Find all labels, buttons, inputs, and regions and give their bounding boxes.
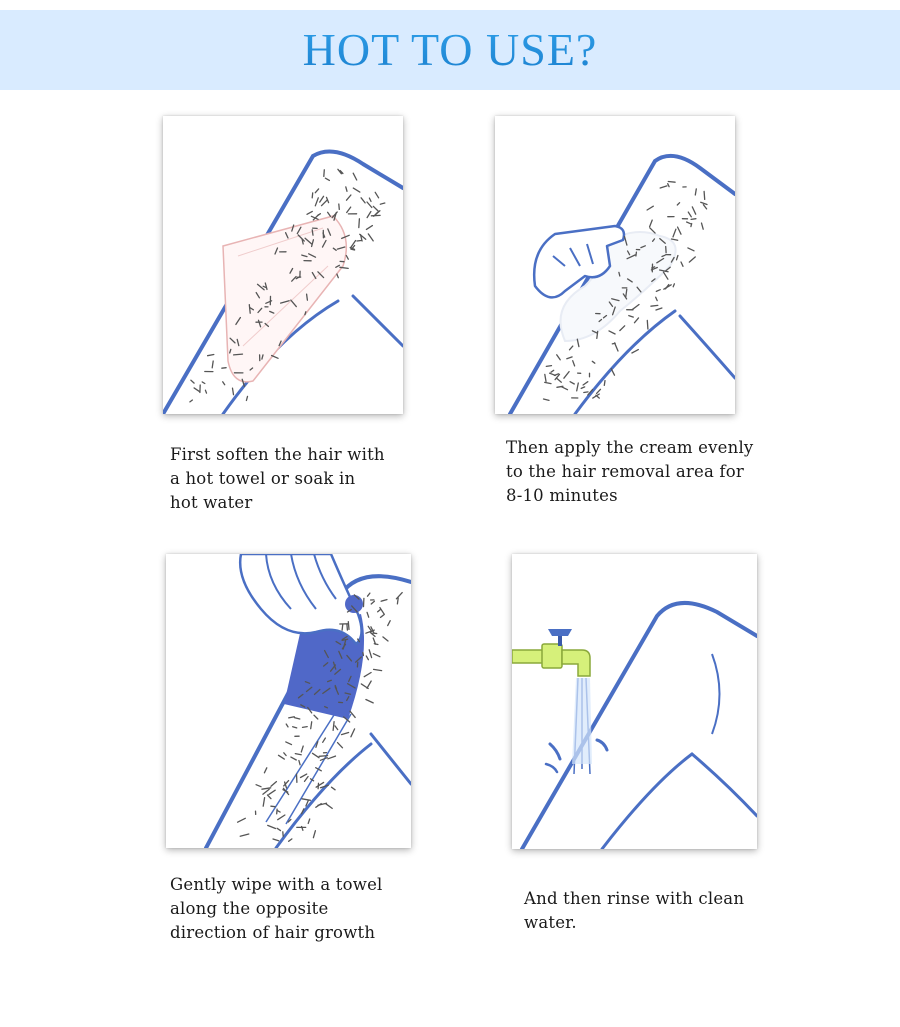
caption-line: to the hair removal area for [506, 462, 744, 481]
step-4-caption [524, 887, 744, 935]
hair-stroke [668, 182, 675, 183]
hair-stroke [604, 381, 605, 386]
hair-stroke [691, 224, 692, 227]
hair-stroke [289, 717, 295, 718]
hair-stroke [363, 653, 364, 656]
hair-stroke [351, 729, 355, 737]
hair-stroke [651, 305, 658, 306]
hair-stroke [346, 256, 348, 260]
hair-stroke [687, 222, 691, 224]
hair-stroke [305, 312, 306, 315]
hair-stroke [581, 387, 585, 389]
hair-stroke [396, 593, 402, 599]
hair-stroke [375, 192, 378, 198]
hair-stroke [233, 388, 234, 395]
hair-stroke [278, 815, 285, 820]
hair-stroke [194, 388, 200, 392]
hair-stroke [557, 355, 561, 360]
hair-stroke [688, 248, 694, 251]
hair-stroke [650, 220, 653, 227]
hair-stroke [263, 798, 264, 807]
hair-stroke [328, 756, 336, 759]
hair-stroke [564, 372, 569, 379]
hair-stroke [246, 396, 247, 400]
hair-stroke [191, 380, 194, 383]
hair-stroke [325, 178, 329, 180]
hair-stroke [315, 189, 318, 193]
hair-stroke [611, 369, 614, 376]
hair-stroke [677, 203, 679, 205]
hair-stroke [305, 777, 309, 782]
hair-stroke [570, 346, 573, 350]
hair-stroke [367, 681, 371, 688]
hair-stroke [701, 202, 707, 204]
hair-stroke [371, 601, 374, 604]
hair-stroke [597, 331, 598, 338]
hair-stroke [234, 354, 243, 355]
hair-stroke [681, 262, 683, 266]
hair-stroke [299, 761, 300, 765]
hair-stroke [301, 746, 303, 752]
hair-stroke [373, 206, 377, 210]
hair-stroke [584, 392, 588, 393]
hair-stroke [388, 621, 391, 626]
hair-stroke [544, 399, 550, 400]
hair-stroke [374, 669, 382, 670]
hair-stroke [367, 612, 369, 617]
hair-stroke [313, 753, 320, 757]
hair-stroke [545, 382, 551, 383]
hair-stroke [238, 818, 246, 822]
hair-stroke [339, 204, 340, 209]
hair-stroke [190, 400, 193, 402]
hair-stroke [366, 700, 373, 703]
hair-stroke [678, 227, 681, 234]
hair-stroke [364, 673, 371, 677]
hair-stroke [301, 774, 307, 777]
hair-stroke [592, 361, 595, 363]
caption-line: along the opposite [170, 899, 329, 918]
hair-stroke [692, 207, 695, 214]
hair-stroke [332, 787, 336, 790]
caption-line: 8-10 minutes [506, 486, 618, 505]
hair-stroke [347, 207, 351, 212]
hair-stroke [268, 795, 272, 799]
caption-line: direction of hair growth [170, 923, 376, 942]
hair-stroke [629, 316, 634, 318]
caption-line: Gently wipe with a towel [170, 875, 383, 894]
hair-stroke [222, 368, 226, 369]
hair-stroke [223, 382, 225, 385]
hair-stroke [319, 756, 327, 757]
hair-stroke [632, 350, 638, 353]
caption-line: Then apply the cream evenly [506, 438, 754, 457]
hair-stroke [286, 742, 292, 745]
hair-stroke [373, 654, 380, 657]
hair-stroke [318, 214, 321, 216]
hair-stroke [368, 593, 370, 596]
hair-stroke [277, 828, 280, 830]
hair-stroke [312, 230, 313, 235]
hair-stroke [656, 308, 662, 310]
hair-stroke [378, 610, 380, 612]
hair-stroke [557, 379, 561, 383]
hair-stroke [656, 290, 660, 292]
hair-stroke [656, 297, 658, 300]
hair-stroke [307, 294, 308, 300]
caption-line: hot water [170, 493, 253, 512]
hair-stroke [615, 343, 618, 351]
hair-stroke [597, 389, 601, 393]
header-banner [0, 10, 900, 90]
hair-stroke [302, 799, 310, 801]
hair-stroke [660, 186, 667, 188]
hair-stroke [380, 608, 384, 615]
hair-stroke [264, 768, 266, 773]
hair-stroke [338, 743, 343, 748]
hair-stroke [269, 790, 275, 794]
hair-stroke [366, 226, 372, 230]
hair-stroke [313, 831, 315, 838]
hair-stroke [315, 198, 318, 206]
hair-stroke [342, 624, 343, 630]
hair-stroke [293, 727, 297, 728]
caption-line: First soften the hair with [170, 445, 385, 464]
hair-stroke [609, 331, 615, 334]
hair-stroke [567, 357, 572, 359]
hair-stroke [359, 219, 360, 228]
hair-stroke [397, 598, 398, 604]
hair-stroke [583, 382, 588, 385]
hair-stroke [366, 656, 368, 660]
hair-stroke [328, 212, 331, 216]
hair-stroke [337, 274, 338, 278]
hair-stroke [677, 256, 678, 260]
hair-stroke [314, 715, 318, 719]
hair-stroke [291, 757, 296, 760]
hair-stroke [351, 249, 355, 250]
hair-stroke [348, 622, 349, 630]
hair-stroke [286, 724, 288, 727]
step-1-illustration [163, 116, 403, 414]
step-2-caption [506, 436, 753, 508]
hair-stroke [703, 205, 706, 209]
hair-stroke [369, 650, 371, 658]
hair-stroke [361, 198, 365, 203]
hair-stroke [273, 839, 279, 841]
hair-stroke [240, 834, 249, 836]
hand-wiping-with-towel-image [166, 554, 411, 848]
hair-stroke [367, 202, 372, 208]
hair-stroke [673, 284, 674, 287]
hair-stroke [308, 819, 310, 823]
hair-stroke [249, 305, 250, 314]
step-3-caption [170, 873, 383, 945]
hair-stroke [664, 272, 668, 279]
leg-with-hot-towel-image [163, 116, 403, 414]
hair-stroke [202, 382, 205, 384]
hair-stroke [333, 722, 334, 731]
hair-stroke [374, 644, 378, 645]
hair-stroke [632, 305, 639, 310]
hair-stroke [381, 600, 387, 602]
hair-stroke [353, 173, 357, 180]
hair-stroke [380, 203, 385, 204]
page-title: HOT TO USE? [0, 10, 900, 90]
hair-stroke [381, 615, 384, 618]
step-1-caption [170, 443, 385, 515]
hair-stroke [303, 727, 308, 728]
hair-stroke [322, 200, 328, 206]
hair-stroke [205, 390, 206, 393]
hair-stroke [620, 326, 625, 331]
hair-stroke [271, 782, 276, 787]
hair-stroke [324, 170, 325, 177]
hair-stroke [636, 252, 637, 256]
faucet-rinsing-leg-image [512, 554, 757, 849]
hair-stroke [346, 187, 347, 191]
hair-stroke [347, 624, 348, 630]
hair-stroke [545, 374, 546, 381]
hair-stroke [295, 754, 301, 755]
hair-stroke [279, 755, 285, 759]
hair-stroke [312, 193, 313, 198]
step-3-illustration [166, 554, 411, 848]
hair-stroke [323, 738, 326, 742]
hair-stroke [691, 219, 696, 220]
hair-stroke [702, 223, 704, 229]
hair-stroke [347, 195, 351, 200]
hair-stroke [271, 806, 275, 807]
hair-stroke [367, 212, 371, 218]
hair-stroke [383, 637, 388, 641]
hair-stroke [546, 366, 551, 367]
hair-stroke [294, 718, 299, 719]
hair-stroke [357, 241, 361, 242]
hair-stroke [672, 239, 678, 240]
caption-line: a hot towel or soak in [170, 469, 356, 488]
hair-stroke [361, 684, 368, 689]
hair-stroke [668, 184, 669, 187]
hair-stroke [268, 825, 276, 828]
hair-stroke [263, 789, 269, 794]
hair-stroke [368, 234, 373, 241]
hair-stroke [326, 804, 332, 809]
hair-stroke [577, 383, 579, 391]
hair-stroke [212, 361, 213, 368]
hair-stroke [647, 320, 648, 329]
step-2-illustration [495, 116, 735, 414]
hair-stroke [369, 198, 371, 201]
hair-stroke [208, 355, 214, 356]
hair-stroke [342, 733, 349, 735]
hair-stroke [635, 318, 639, 323]
hair-stroke [573, 361, 575, 366]
hair-stroke [289, 839, 292, 841]
hair-stroke [307, 211, 312, 214]
hair-stroke [320, 196, 324, 202]
caption-line: water. [524, 913, 577, 932]
hair-stroke [688, 212, 691, 217]
hair-stroke [256, 785, 261, 787]
caption-line: And then rinse with clean [524, 889, 745, 908]
hair-stroke [673, 229, 676, 237]
hair-stroke [335, 726, 338, 730]
hand-applying-cream-image [495, 116, 735, 414]
hair-stroke [311, 722, 312, 729]
hair-stroke [619, 272, 620, 276]
hair-stroke [561, 387, 567, 390]
hair-stroke [689, 257, 695, 262]
hair-stroke [647, 206, 653, 210]
step-4-illustration [512, 554, 757, 849]
hair-stroke [277, 811, 280, 813]
hair-stroke [704, 191, 705, 199]
hair-stroke [695, 189, 696, 195]
hair-stroke [570, 382, 574, 384]
hair-stroke [353, 188, 360, 192]
hair-stroke [284, 753, 286, 756]
hair-stroke [551, 370, 554, 372]
hair-stroke [550, 373, 556, 375]
